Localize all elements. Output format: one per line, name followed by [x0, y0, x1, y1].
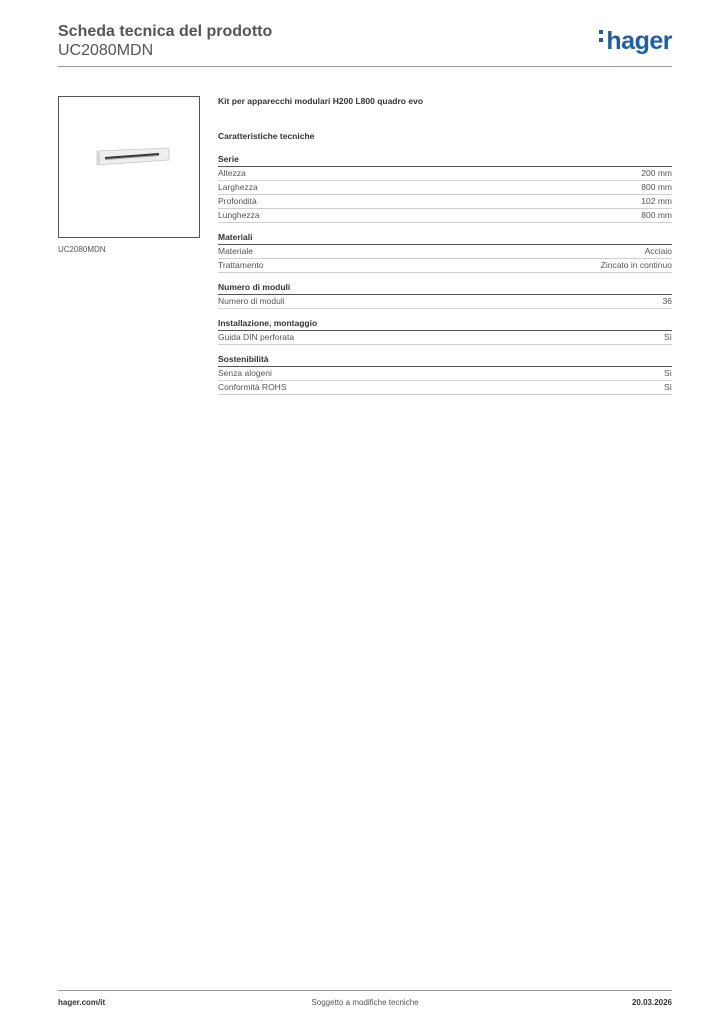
- spec-value: 102 mm: [641, 196, 672, 206]
- spec-label: Guida DIN perforata: [218, 332, 295, 342]
- spec-label: Profondità: [218, 196, 257, 206]
- spec-group-title: Serie: [218, 154, 672, 167]
- spec-label: Materiale: [218, 246, 253, 256]
- spec-row: [218, 245, 672, 259]
- header-divider: [58, 66, 672, 67]
- spec-group: [218, 354, 672, 395]
- hager-logo: [599, 28, 672, 54]
- spec-group: [218, 154, 672, 223]
- footer-date: 20.03.2026: [631, 998, 672, 1007]
- spec-value: Acciaio: [644, 246, 672, 256]
- spec-row: [218, 167, 672, 181]
- page-title: Scheda tecnica del prodotto: [58, 23, 273, 40]
- spec-row: [218, 381, 672, 395]
- spec-row: [218, 181, 672, 195]
- spec-group-title: Materiali: [218, 232, 672, 245]
- spec-value: 800 mm: [641, 182, 672, 192]
- logo-text: hager: [606, 27, 672, 55]
- spec-row: [218, 259, 672, 273]
- spec-row: [218, 195, 672, 209]
- spec-value: Sì: [663, 368, 672, 378]
- spec-group-title: Installazione, montaggio: [218, 318, 672, 331]
- spec-group: [218, 318, 672, 345]
- footer-note: Soggetto a modifiche tecniche: [311, 998, 419, 1007]
- spec-group: [218, 232, 672, 273]
- product-image: [58, 96, 200, 238]
- spec-label: Larghezza: [218, 182, 258, 192]
- spec-value: Sì: [663, 332, 672, 342]
- spec-group-title: Numero di moduli: [218, 282, 672, 295]
- spec-group-title: Sostenibilità: [218, 354, 672, 367]
- spec-row: [218, 295, 672, 309]
- spec-content: [218, 96, 672, 404]
- product-code: UC2080MDN: [58, 42, 154, 59]
- spec-group: [218, 282, 672, 309]
- spec-value: 800 mm: [641, 210, 672, 220]
- spec-label: Numero di moduli: [218, 296, 285, 306]
- page-header: [58, 22, 672, 60]
- section-title: Caratteristiche tecniche: [218, 131, 315, 141]
- spec-label: Senza alogeni: [218, 368, 272, 378]
- product-panel-icon: [59, 97, 199, 237]
- spec-groups: [218, 154, 672, 395]
- spec-row: [218, 209, 672, 223]
- spec-label: Lunghezza: [218, 210, 260, 220]
- product-title: Kit per apparecchi modulari H200 L800 quadro evo: [218, 96, 424, 106]
- logo-colon-icon: [599, 30, 603, 46]
- spec-row: [218, 331, 672, 345]
- spec-label: Conformità ROHS: [218, 382, 287, 392]
- image-caption: UC2080MDN: [58, 245, 106, 254]
- spec-value: Sì: [663, 382, 672, 392]
- footer-divider: [58, 990, 672, 991]
- spec-label: Altezza: [218, 168, 246, 178]
- spec-row: [218, 367, 672, 381]
- spec-value: 36: [662, 296, 672, 306]
- spec-value: Zincato in continuo: [600, 260, 672, 270]
- spec-label: Trattamento: [218, 260, 264, 270]
- spec-value: 200 mm: [641, 168, 672, 178]
- footer-website: hager.com/it: [58, 998, 106, 1007]
